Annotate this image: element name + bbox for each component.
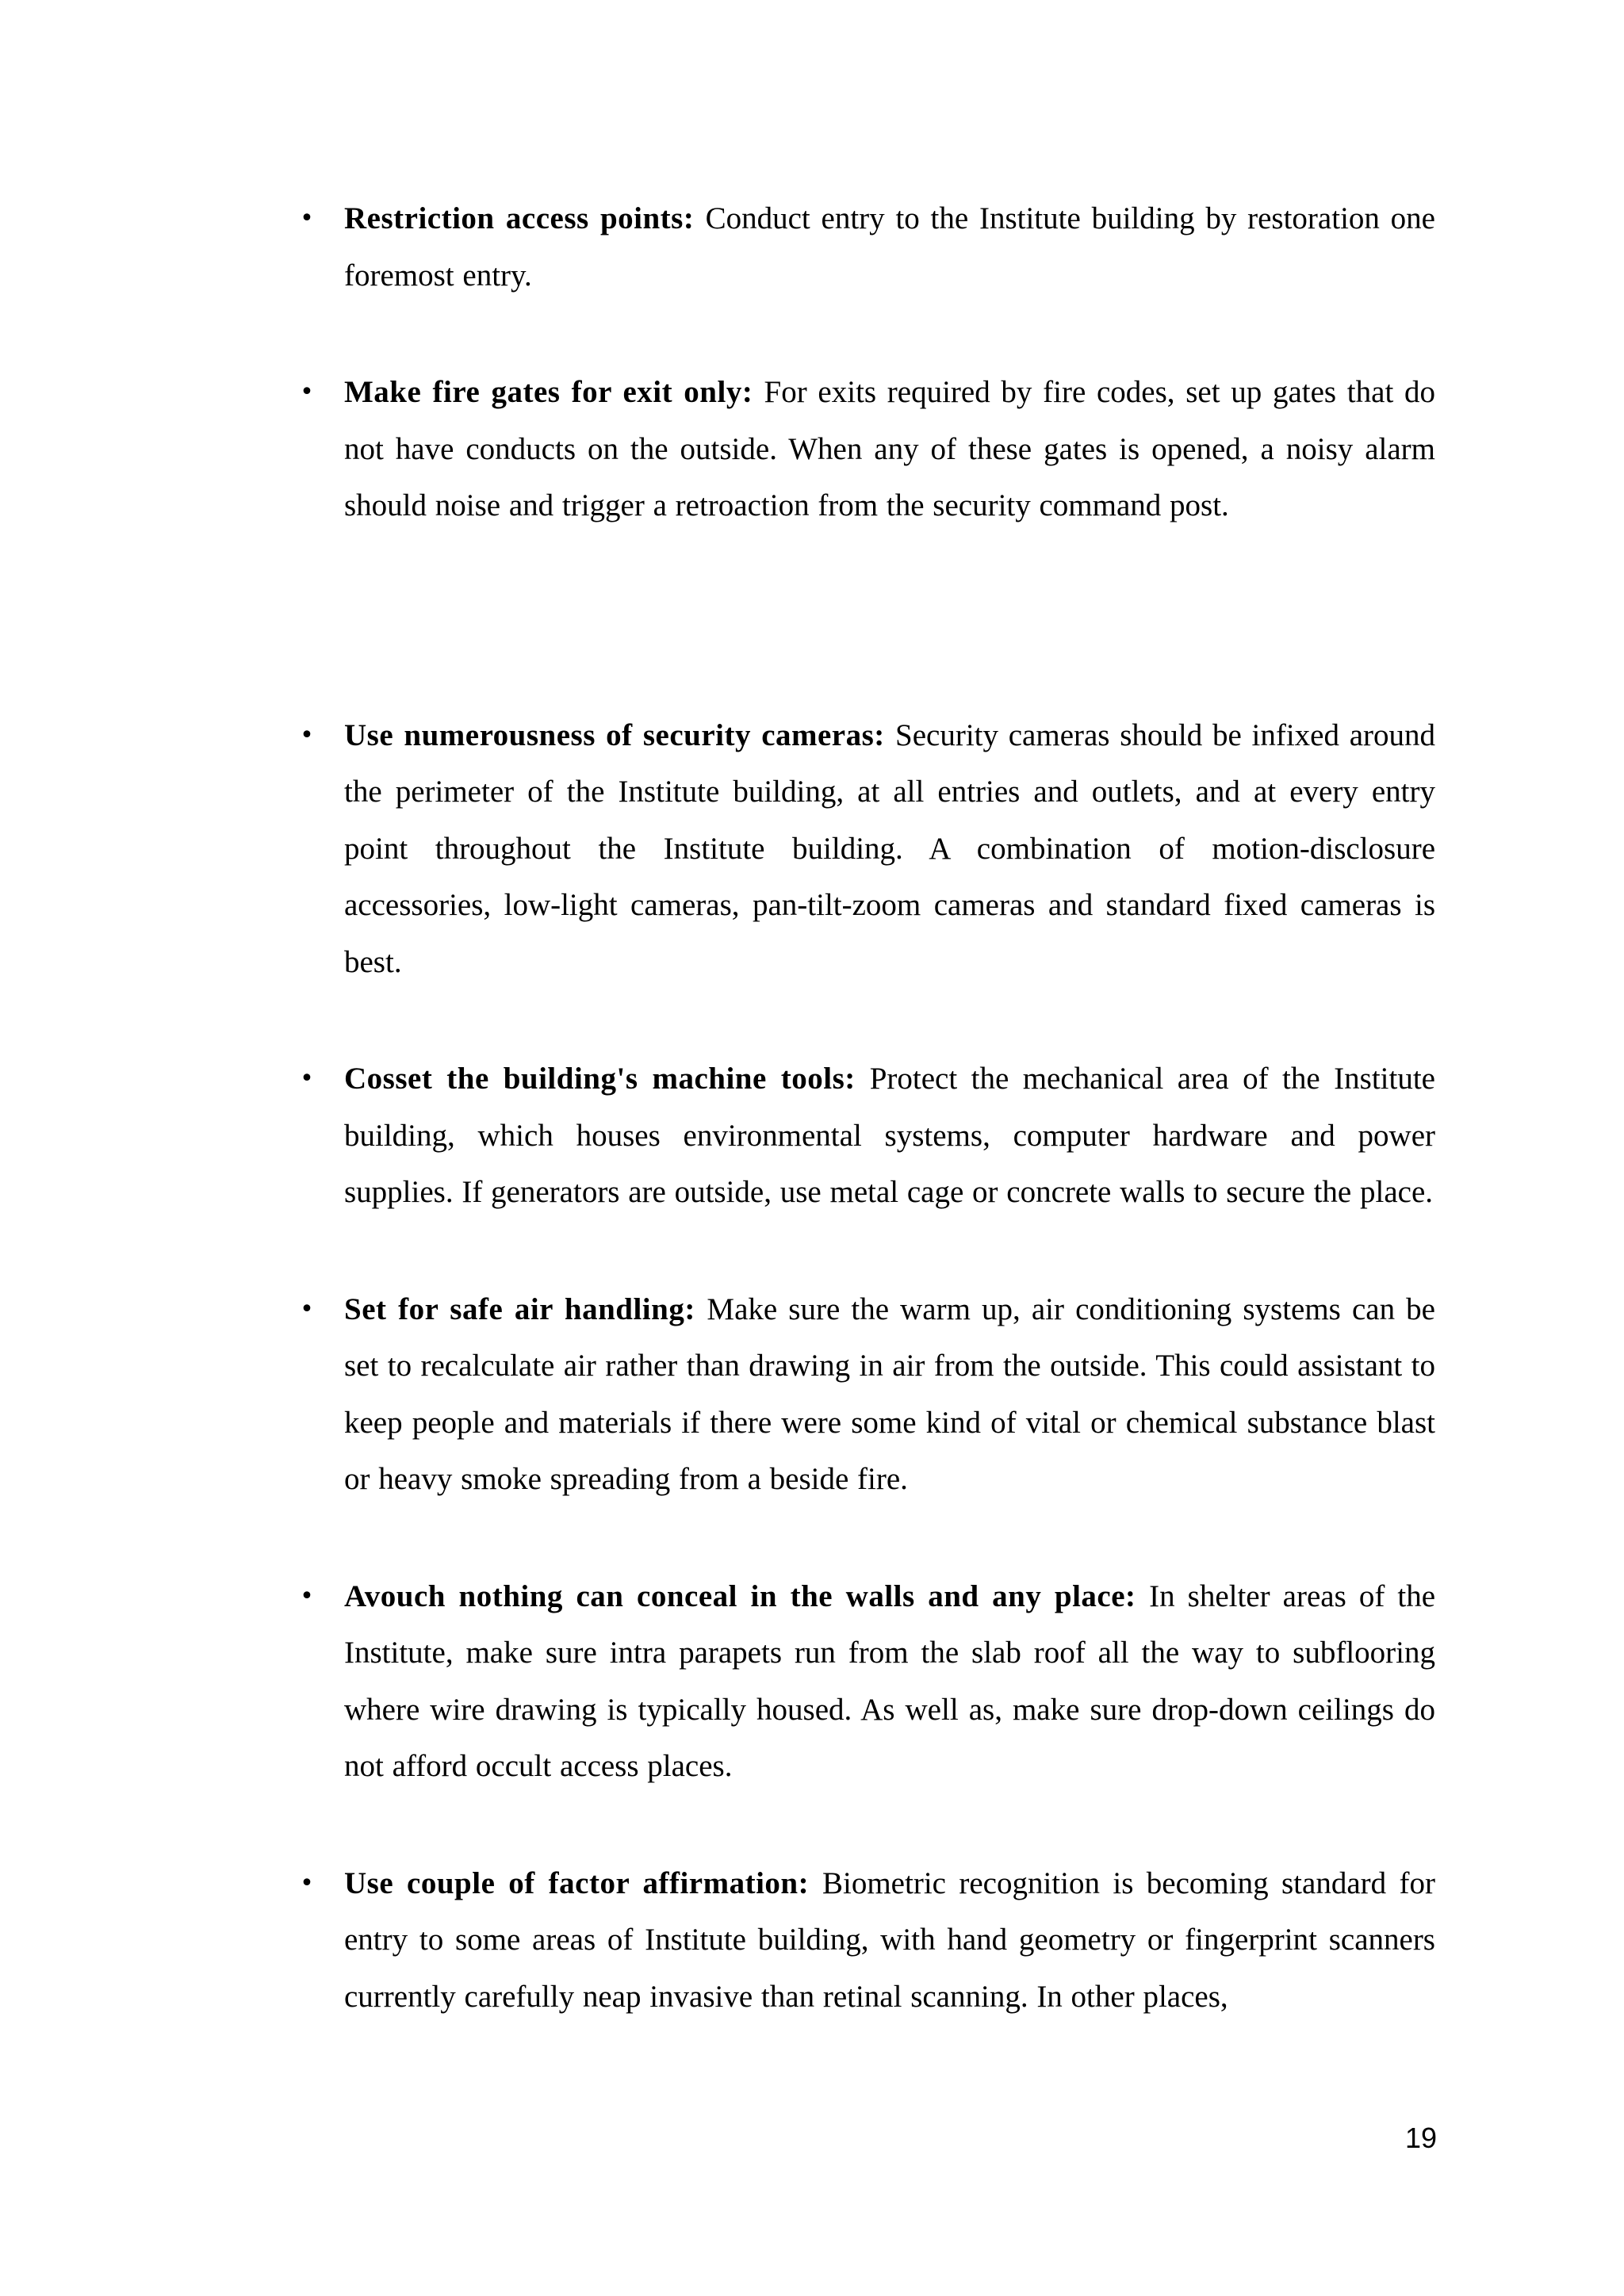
bullet-icon: • bbox=[300, 1295, 314, 1323]
bullet-heading: Restriction access points: bbox=[344, 201, 706, 235]
bullet-text: Make sure the warm up, air conditioning systems can be set to recalculate air rather than drawing in air from the outside. This could assistant to keep people and materials if there were some kind of vital or chemical substance blast or heavy smoke spreading from a beside fire. bbox=[344, 1292, 1435, 1496]
bullet-item-machine-tools bbox=[300, 1050, 1435, 1221]
bullet-heading: Make fire gates for exit only: bbox=[344, 375, 764, 409]
page-number: 19 bbox=[1404, 2122, 1437, 2154]
bullet-item-air-handling bbox=[300, 1281, 1435, 1508]
bullet-heading: Set for safe air handling: bbox=[344, 1292, 707, 1326]
bullet-icon: • bbox=[300, 1869, 314, 1897]
bullet-item-security-cameras bbox=[300, 707, 1435, 991]
bullet-item-conceal-walls bbox=[300, 1568, 1436, 1795]
bullet-heading: Use numerousness of security cameras: bbox=[344, 718, 896, 752]
bullet-icon: • bbox=[300, 1065, 314, 1093]
bullet-item-fire-gates bbox=[300, 364, 1436, 534]
bullet-heading: Avouch nothing can conceal in the walls and any place: bbox=[344, 1578, 1150, 1613]
bullet-text: In shelter areas of the Institute, make sure intra parapets run from the slab roof all the way to subflooring where wire drawing is typically housed. As well as, make sure drop-down ceilings do not afford occult access places. bbox=[344, 1578, 1436, 1783]
bullet-text: Security cameras should be infixed around the perimeter of the Institute building, at all entries and outlets, and at every entry point throughout the Institute building. A combination of motion-disclosure accessories, low-light cameras, pan-tilt-zoom cameras and standard fixed cameras is best. bbox=[344, 718, 1435, 979]
bullet-text: Biometric recognition is becoming standard for entry to some areas of Institute building, with hand geometry or fingerprint scanners currently carefully neap invasive than retinal scanning. In other places, bbox=[344, 1866, 1435, 2014]
bullet-icon: • bbox=[300, 1582, 314, 1610]
bullet-text: Conduct entry to the Institute building by restoration one foremost entry. bbox=[344, 201, 1435, 293]
bullet-icon: • bbox=[300, 205, 314, 232]
bullet-heading: Cosset the building's machine tools: bbox=[344, 1062, 870, 1096]
bullet-text: Protect the mechanical area of the Institute building, which houses environmental systems, computer hardware and power supplies. If generators are outside, use metal cage or concrete walls to secure the place. bbox=[344, 1062, 1435, 1209]
bullet-item-factor-affirmation bbox=[300, 1855, 1435, 2026]
bullet-text: For exits required by fire codes, set up gates that do not have conducts on the outside. When any of these gates is opened, a noisy alarm should noise and trigger a retroaction from the security command post. bbox=[344, 375, 1436, 522]
bullet-heading: Use couple of factor affirmation: bbox=[344, 1866, 822, 1900]
bullet-icon: • bbox=[300, 378, 314, 406]
bullet-icon: • bbox=[300, 721, 314, 749]
bullet-list bbox=[0, 190, 1624, 2025]
bullet-item-restriction-access-points bbox=[300, 190, 1435, 304]
